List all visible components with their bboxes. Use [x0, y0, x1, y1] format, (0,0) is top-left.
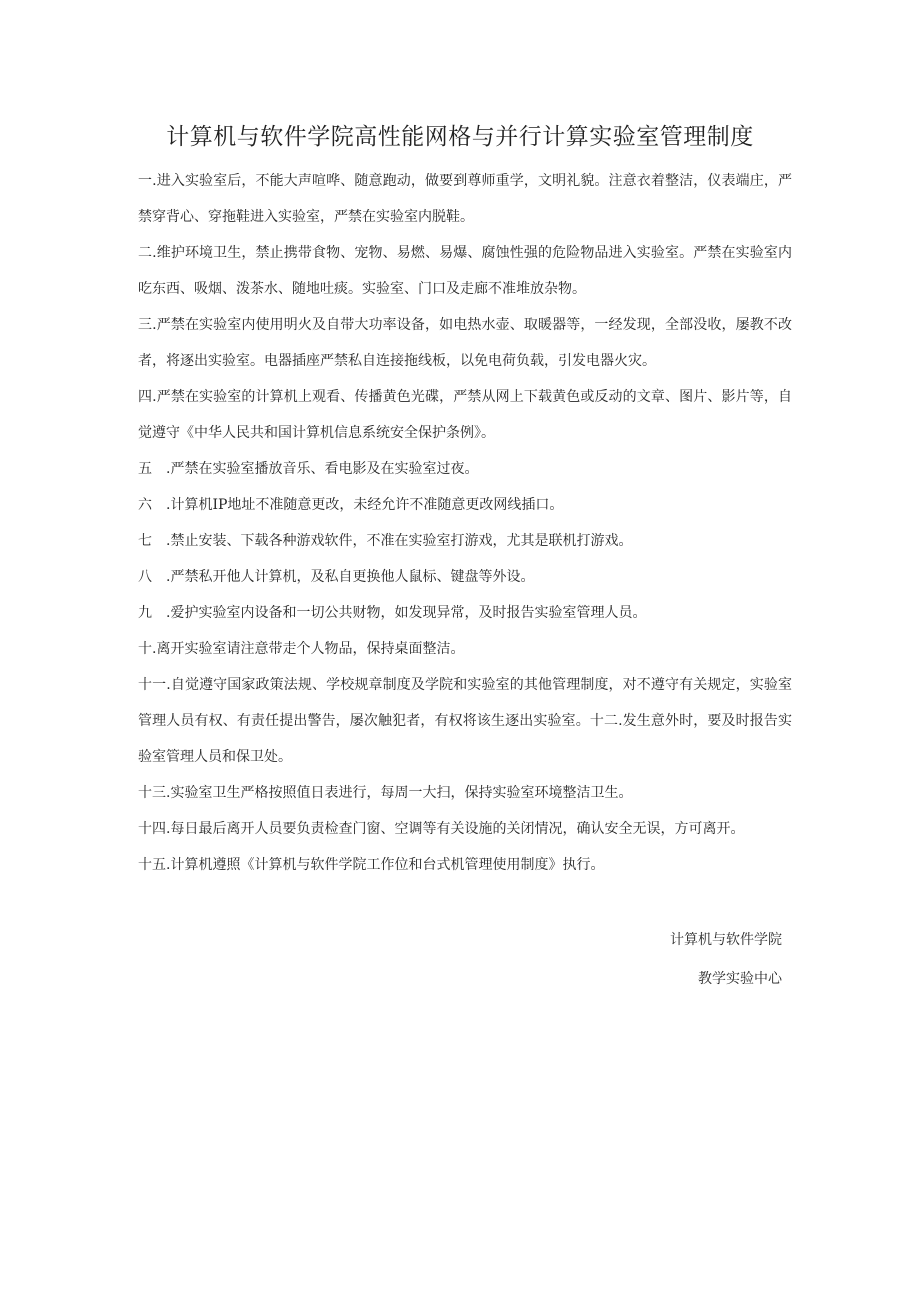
rules-list	[138, 163, 792, 883]
rule-5	[138, 451, 792, 487]
rule-number: 六 .	[138, 497, 171, 513]
rule-text: 严禁在实验室内使用明火及自带大功率设备，如电热水壶、取暖器等，一经发现，全部没收，屡教不改者，将逐出实验室。电器插座严禁私自连接拖线板，以免电荷负载，引发电器火灾。	[138, 317, 793, 369]
rule-text: 自觉遵守国家政策法规、学校规章制度及学院和实验室的其他管理制度，对不遵守有关规定，实验室管理人员有权、有责任提出警告，屡次触犯者，有权将该生逐出实验室。十二.发生意外时，要及时报告实验室管理人员和保卫处。	[138, 677, 793, 765]
rule-text: 计算机IP地址不准随意更改，未经允许不准随意更改网线插口。	[170, 497, 564, 513]
rule-15	[138, 847, 792, 883]
rule-text: 严禁私开他人计算机，及私自更换他人鼠标、键盘等外设。	[170, 569, 535, 585]
rule-text: 进入实验室后，不能大声喧哗、随意跑动，做要到尊师重学，文明礼貌。注意衣着整洁，仪表端庄，严禁穿背心、穿拖鞋进入实验室，严禁在实验室内脱鞋。	[138, 173, 793, 225]
rule-number: 八 .	[138, 569, 171, 585]
rule-6	[138, 487, 792, 523]
rule-text: 维护环境卫生，禁止携带食物、宠物、易燃、易爆、腐蚀性强的危险物品进入实验室。严禁在实验室内吃东西、吸烟、泼茶水、随地吐痰。实验室、门口及走廊不准堆放杂物。	[138, 245, 793, 297]
rule-number: 二.	[138, 245, 157, 261]
rule-number: 十五.	[138, 857, 171, 873]
rule-8	[138, 559, 792, 595]
rule-number: 七 .	[138, 533, 171, 549]
rule-3	[138, 307, 792, 379]
rule-text: 每日最后离开人员要负责检查门窗、空调等有关设施的关闭情况，确认安全无误，方可离开。	[170, 821, 745, 837]
rule-text: 计算机遵照《计算机与软件学院工作位和台式机管理使用制度》执行。	[170, 857, 605, 873]
rule-2	[138, 235, 792, 307]
rule-number: 九 .	[138, 605, 171, 621]
rule-9	[138, 595, 792, 631]
rule-number: 一.	[138, 173, 157, 189]
rule-text: 禁止安装、下载各种游戏软件，不准在实验室打游戏，尤其是联机打游戏。	[170, 533, 633, 549]
rule-text: 严禁在实验室播放音乐、看电影及在实验室过夜。	[170, 461, 479, 477]
rule-text: 严禁在实验室的计算机上观看、传播黄色光碟，严禁从网上下载黄色或反动的文章、图片、影片等，自觉遵守《中华人民共和国计算机信息系统安全保护条例》。	[138, 389, 793, 441]
rule-number: 四.	[138, 389, 157, 405]
rule-text: 离开实验室请注意带走个人物品，保持桌面整洁。	[156, 641, 465, 657]
rule-11	[138, 667, 792, 775]
rule-14	[138, 811, 792, 847]
rule-text: 实验室卫生严格按照值日表进行，每周一大扫，保持实验室环境整洁卫生。	[170, 785, 633, 801]
document-title: 计算机与软件学院高性能网格与并行计算实验室管理制度	[166, 124, 754, 150]
rule-number: 三.	[138, 317, 157, 333]
rule-number: 十.	[138, 641, 157, 657]
signature-institution: 计算机与软件学院	[670, 932, 782, 948]
rule-number: 十一.	[138, 677, 171, 693]
rule-number: 十三.	[138, 785, 171, 801]
rule-4	[138, 379, 792, 451]
rule-13	[138, 775, 792, 811]
rule-text: 爱护实验室内设备和一切公共财物，如发现异常，及时报告实验室管理人员。	[170, 605, 647, 621]
rule-10	[138, 631, 792, 667]
rule-number: 十四.	[138, 821, 171, 837]
rule-7	[138, 523, 792, 559]
rule-number: 五 .	[138, 461, 171, 477]
rule-1	[138, 163, 792, 235]
signature-department: 教学实验中心	[698, 971, 782, 987]
